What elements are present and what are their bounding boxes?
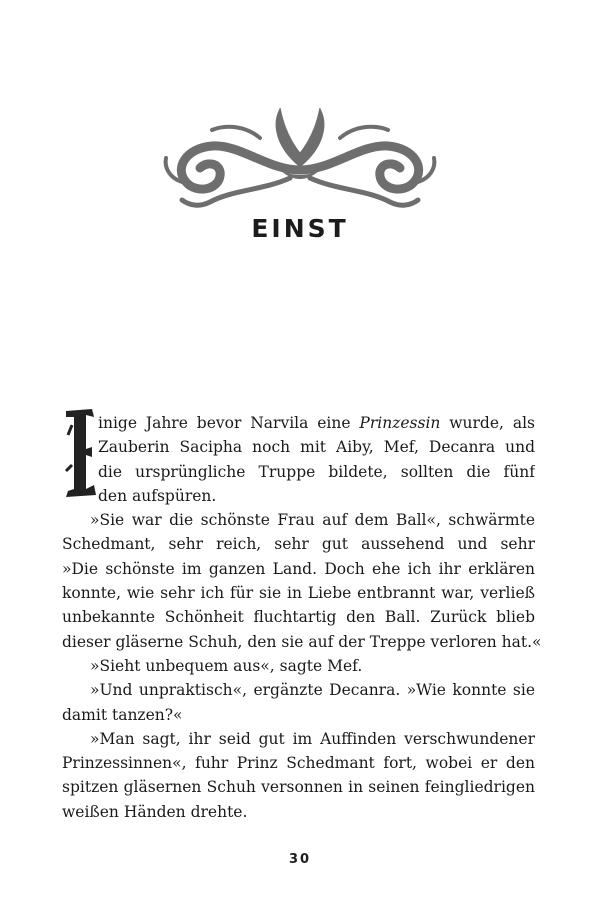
paragraph (62, 727, 535, 824)
chapter-title: EINST (251, 214, 349, 243)
ornamental-scroll-icon (160, 108, 440, 208)
paragraph (62, 411, 535, 508)
text-line: »Sie war die schönste Frau auf dem Ball«, schwärmte (90, 511, 535, 530)
text-line: den aufspüren. (98, 486, 217, 505)
page-number: 30 (288, 852, 312, 867)
text-line: »Sieht unbequem aus«, sagte Mef. (90, 656, 363, 675)
text-line: dieser gläserne Schuh, den sie auf der Treppe verloren hat.« (62, 632, 542, 651)
text-line: damit tanzen?« (62, 705, 183, 724)
text-line: unbekannte Schönheit fluchtartig den Ball. Zurück blieb (62, 608, 535, 627)
text-line: »Und unpraktisch«, ergänzte Decanra. »Wie konnte sie (90, 681, 535, 700)
chapter-body (62, 411, 542, 824)
text-line: die ursprüngliche Truppe bildete, sollten die fünf (98, 462, 535, 481)
emphasized-word: Prinzessin (359, 414, 441, 432)
paragraph (62, 654, 535, 678)
text-line: weißen Händen drehte. (62, 802, 248, 821)
paragraph (62, 508, 542, 654)
text-line: Zauberin Sacipha noch mit Aiby, Mef, Decanra und (98, 438, 535, 457)
text-line: »Die schönste im ganzen Land. Doch ehe ich ihr erklären (62, 559, 535, 578)
text-line: konnte, wie sehr ich für sie in Liebe entbrannt war, verließ (62, 584, 535, 603)
text-line: Schedmant, sehr reich, sehr gut aussehend und sehr (62, 535, 535, 554)
text-line: inige Jahre bevor Narvila eine Prinzessin wurde, als (98, 414, 535, 432)
text-line: Prinzessinnen«, fuhr Prinz Schedmant fort, wobei er den (62, 754, 535, 773)
paragraph (62, 678, 535, 727)
text-line: spitzen gläsernen Schuh versonnen in seinen feingliedrigen (62, 778, 535, 797)
text-line: »Man sagt, ihr seid gut im Auffinden verschwundener (90, 729, 535, 748)
